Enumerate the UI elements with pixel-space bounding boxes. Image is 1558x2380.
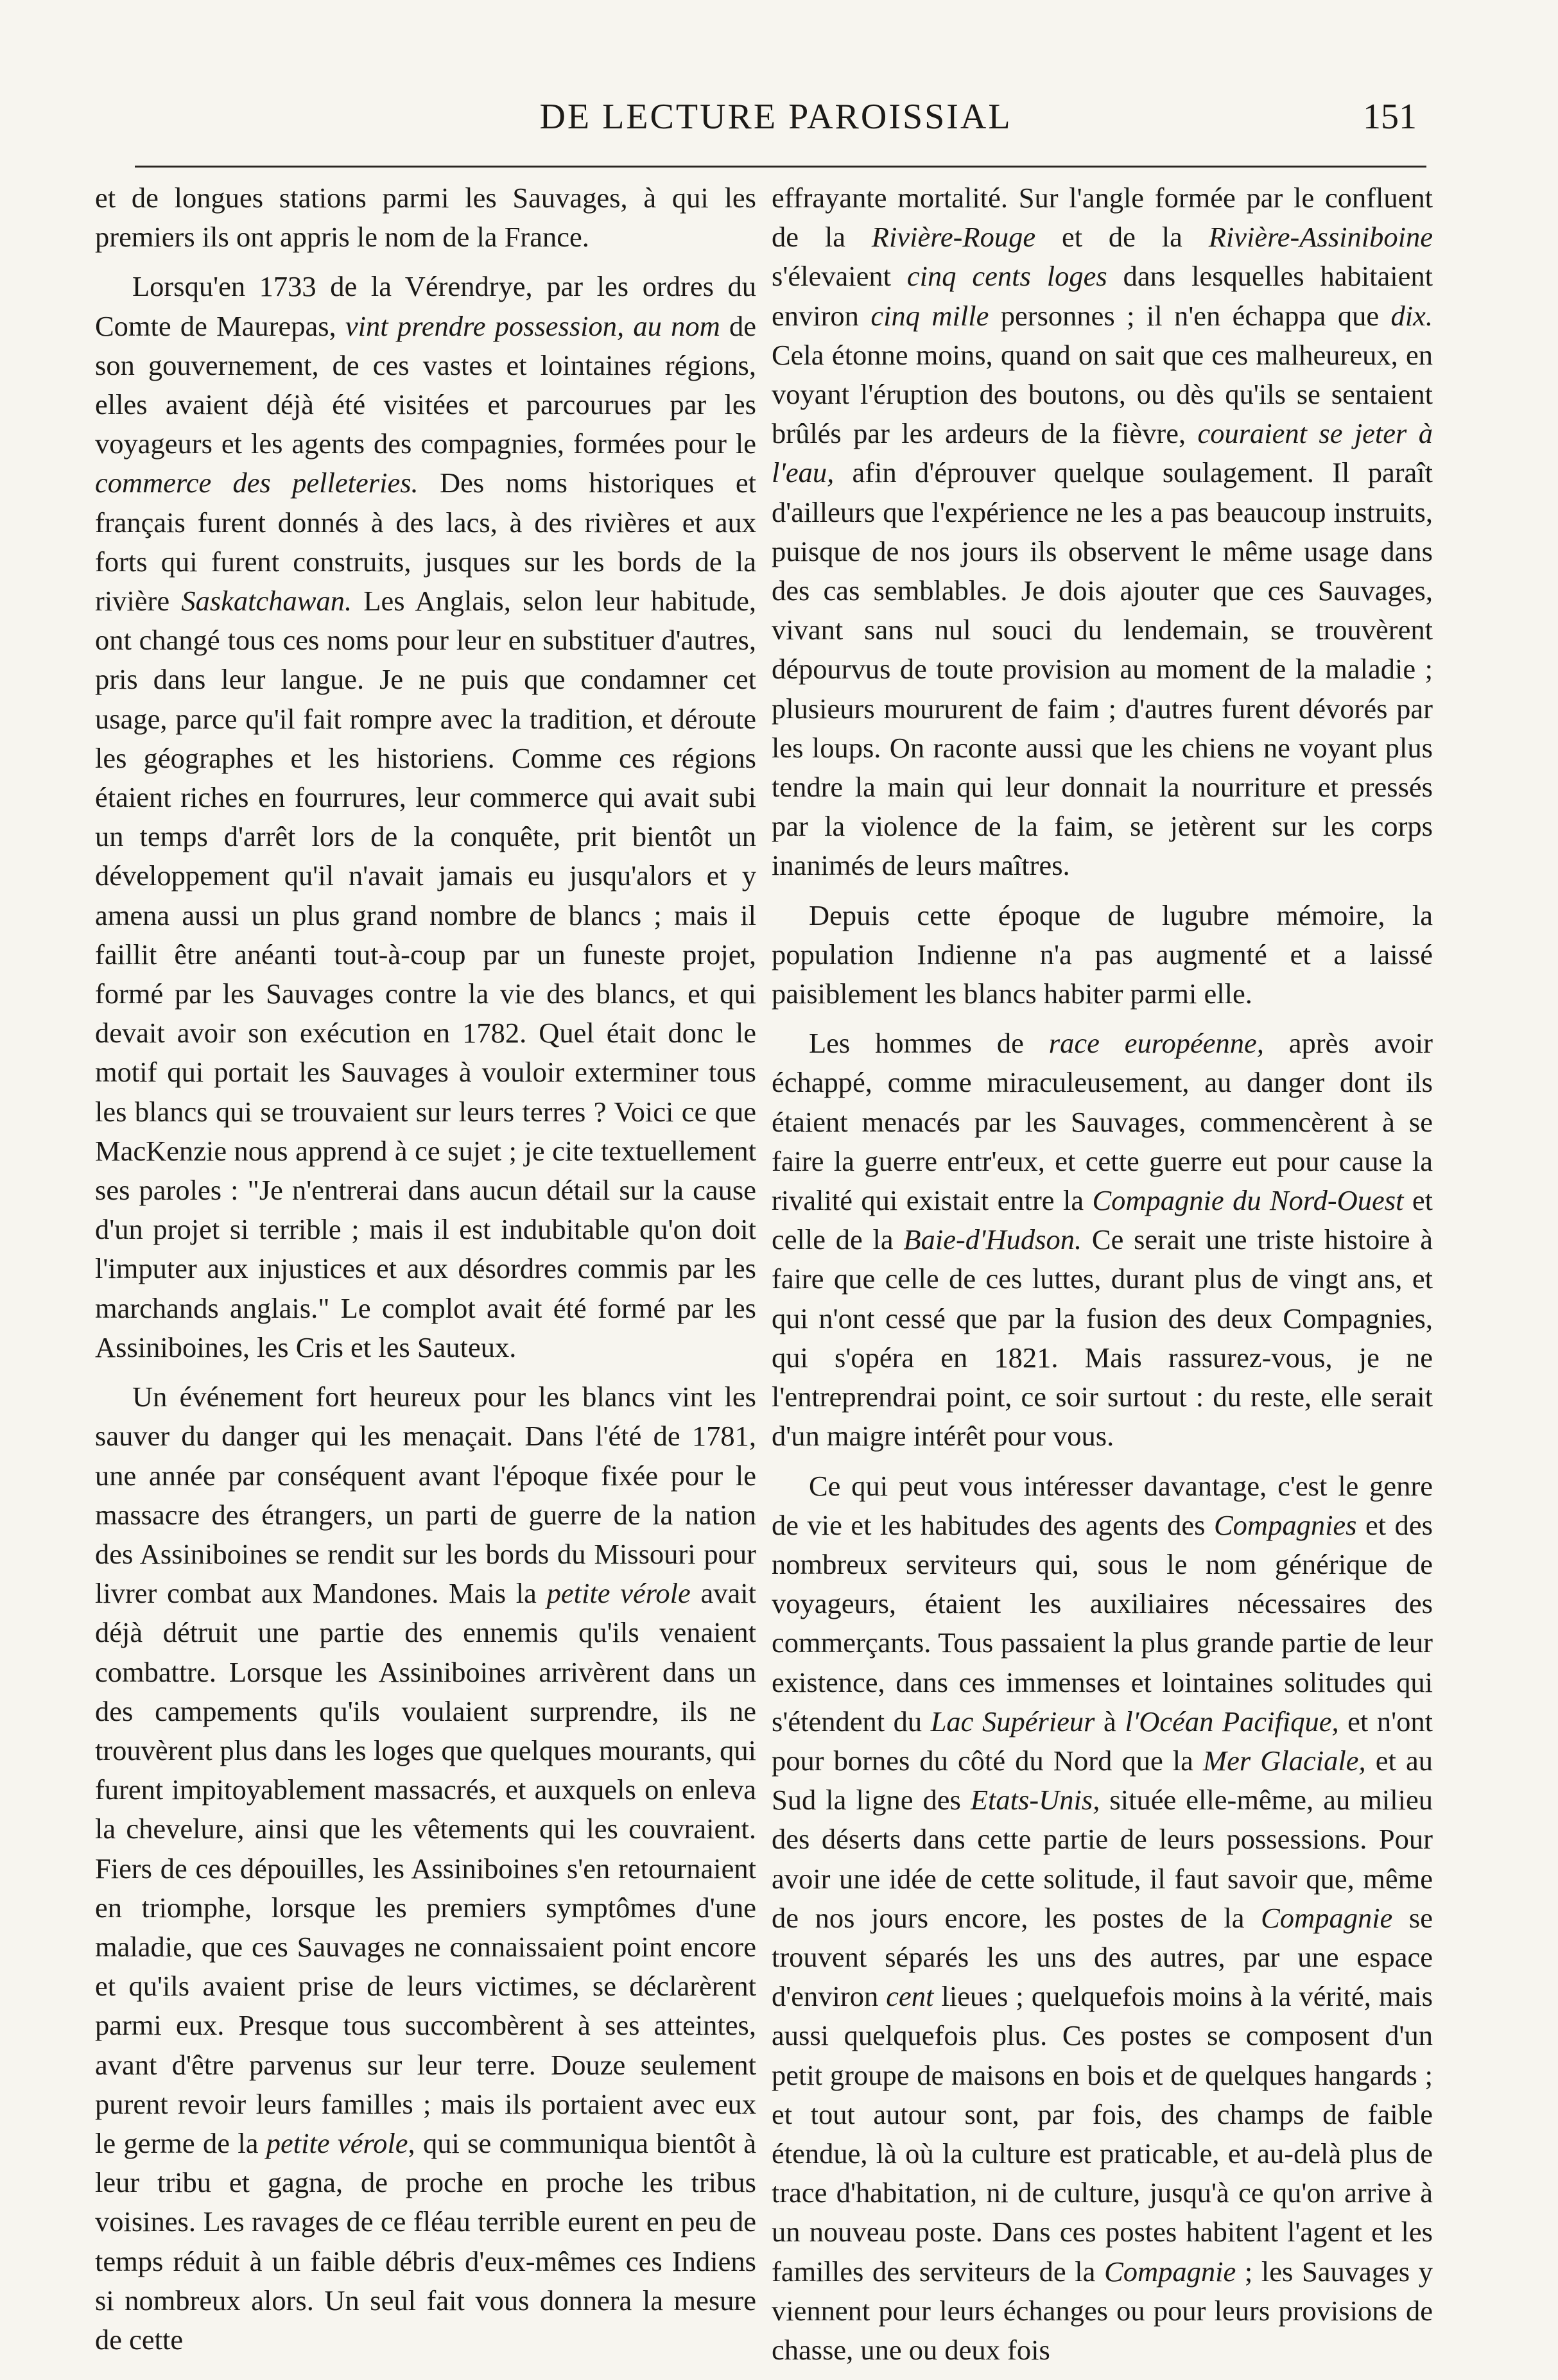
running-header [135,96,1417,148]
paragraph: effrayante mortalité. Sur l'angle formée par le confluent de la Rivière-Rouge et de la Rivière-Assiniboine s'élevaient cinq cents loges dans lesquelles habitaient environ cinq mille personnes ; il n'en échappa que dix. Cela étonne moins, quand on sait que ces malheureux, en voyant l'éruption des boutons, ou dès qu'ils se sentaient brûlés par les ardeurs de la fièvre, couraient se jeter à l'eau, afin d'éprouver quelque soulagement. Il paraît d'ailleurs que l'expérience ne les a pas beaucoup instruits, puisque de nos jours ils observent le même usage dans des cas semblables. Je dois ajouter que ces Sauvages, vivant sans nul souci du lendemain, se trouvèrent dépourvus de toute provision au moment de la maladie ; plusieurs moururent de faim ; d'autres furent dévorés par les loups. On raconte aussi que les chiens ne voyant plus tendre la main qui leur donnait la nourriture et pressés par la violence de la faim, se jetèrent sur les corps inanimés de leurs maîtres. [772,182,1433,882]
right-column [772,178,1433,2380]
paragraph: Lorsqu'en 1733 de la Vérendrye, par les ordres du Comte de Maurepas, vint prendre possession, au nom de son gouvernement, de ces vastes et lointaines régions, elles avaient déjà été visitées et parcourues par les voyageurs et les agents des compagnies, formées pour le commerce des pelleteries. Des noms historiques et français furent donnés à des lacs, à des rivières et aux forts qui furent construits, jusques sur les bords de la rivière Saskatchawan. Les Anglais, selon leur habitude, ont changé tous ces noms pour leur en substituer d'autres, pris dans leur langue. Je ne puis que condamner cet usage, parce qu'il fait rompre avec la tradition, et déroute les géographes et les historiens. Comme ces régions étaient riches en fourrures, leur commerce qui avait subi un temps d'arrêt lors de la conquête, prit bientôt un développement qu'il n'avait jamais eu jusqu'alors et y amena aussi un plus grand nombre de blancs ; mais il faillit être anéanti tout-à-coup par un funeste projet, formé par les Sauvages contre la vie des blancs, et qui devait avoir son exécution en 1782. Quel était donc le motif qui portait les Sauvages à vouloir exterminer tous les blancs qui se trouvaient sur leurs terres ? Voici ce que MacKenzie nous apprend à ce sujet ; je cite textuellement ses paroles : "Je n'entrerai dans aucun détail sur la cause d'un projet si terrible ; mais il est indubitable qu'on doit l'imputer aux injustices et aux désordres commis par les marchands anglais." Le complot avait été formé par les Assiniboines, les Cris et les Sauteux. [95,270,756,1363]
header-rule [135,166,1426,168]
left-column [95,178,756,2370]
page-number: 151 [1363,97,1417,137]
paragraph: Les hommes de race européenne, après avoir échappé, comme miraculeusement, au danger dont ils étaient menacés par les Sauvages, commencèrent à se faire la guerre entr'eux, et cette guerre eut pour cause la rivalité qui existait entre la Compagnie du Nord-Ouest et celle de la Baie-d'Hudson. Ce serait une triste histoire à faire que celle de ces luttes, durant plus de vingt ans, et qui n'ont cessé que par la fusion des deux Compagnies, qui s'opéra en 1821. Mais rassurez-vous, je ne l'entreprendrai point, ce soir surtout : du reste, elle serait d'un maigre intérêt pour vous. [772,1027,1433,1453]
paragraph: et de longues stations parmi les Sauvages, à qui les premiers ils ont appris le nom de la France. [95,182,756,254]
paragraph: Ce qui peut vous intéresser davantage, c'est le genre de vie et les habitudes des agents des Compagnies et des nombreux serviteurs qui, sous le nom générique de voyageurs, étaient les auxiliaires nécessaires des commerçants. Tous passaient la plus grande partie de leur existence, dans ces immenses et lointaines solitudes qui s'étendent du Lac Supérieur à l'Océan Pacifique, et n'ont pour bornes du côté du Nord que la Mer Glaciale, et au Sud la ligne des Etats-Unis, située elle-même, au milieu des déserts dans cette partie de leurs possessions. Pour avoir une idée de cette solitude, il faut savoir que, même de nos jours encore, les postes de la Compagnie se trouvent séparés les uns des autres, par une espace d'environ cent lieues ; quelquefois moins à la vérité, mais aussi quelquefois plus. Ces postes se composent d'un petit groupe de maisons en bois et de quelques hangards ; et tout autour sont, par fois, des champs de faible étendue, là où la culture est praticable, et au-delà plus de trace d'habitation, ni de culture, jusqu'à ce qu'on arrive à un nouveau poste. Dans ces postes habitent l'agent et les familles des serviteurs de la Compagnie ; les Sauvages y viennent pour leurs échanges ou pour leurs provisions de chasse, une ou deux fois [772,1469,1433,2366]
running-title: DE LECTURE PAROISSIAL [539,97,1012,137]
paragraph: Depuis cette époque de lugubre mémoire, la population Indienne n'a pas augmenté et a laissé paisiblement les blancs habiter parmi elle. [772,899,1433,1010]
paragraph: Un événement fort heureux pour les blancs vint les sauver du danger qui les menaçait. Dans l'été de 1781, une année par conséquent avant l'époque fixée pour le massacre des étrangers, un parti de guerre de la nation des Assiniboines se rendit sur les bords du Missouri pour livrer combat aux Mandones. Mais la petite vérole avait déjà détruit une partie des ennemis qu'ils venaient combattre. Lorsque les Assiniboines arrivèrent dans un des campements qu'ils voulaient surprendre, ils ne trouvèrent plus dans les loges que quelques mourants, qui furent impitoyablement massacrés, et auxquels on enleva la chevelure, ainsi que les vêtements qui les couvraient. Fiers de ces dépouilles, les Assiniboines s'en retournaient en triomphe, lorsque les premiers symptômes d'une maladie, que ces Sauvages ne connaissaient point encore et qu'ils avaient prise de leurs victimes, se déclarèrent parmi eux. Presque tous succombèrent à ses atteintes, avant d'être parvenus sur leur terre. Douze seulement purent revoir leurs familles ; mais ils portaient avec eux le germe de la petite vérole, qui se communiqua bientôt à leur tribu et gagna, de proche en proche les tribus voisines. Les ravages de ce fléau terrible eurent en peu de temps réduit à un faible débris d'eux-mêmes ces Indiens si nombreux alors. Un seul fait vous donnera la mesure de cette [95,1381,756,2356]
